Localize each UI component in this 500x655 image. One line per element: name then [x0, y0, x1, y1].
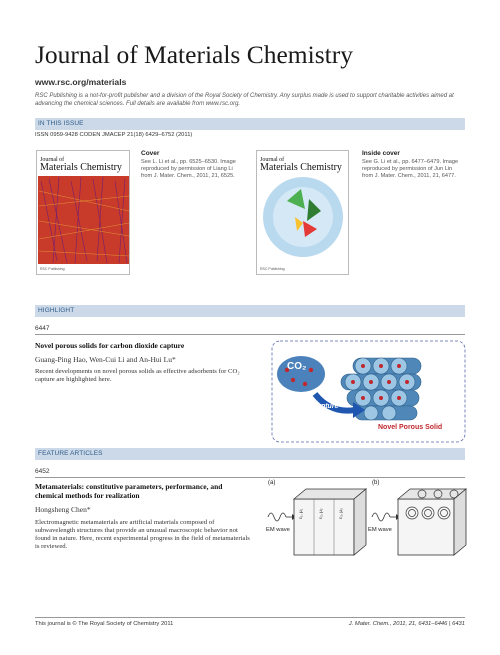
cover-thumbnail[interactable]	[36, 150, 130, 275]
capture-label: Capture	[312, 403, 339, 410]
inside-cover-caption	[362, 150, 464, 180]
highlight-abstract: Recent developments on novel porous solids as effective adsorbents for CO₂ capture are highlighted here.	[35, 368, 240, 383]
em-wave-label-a: EM wave	[266, 527, 290, 533]
highlight-authors: Guang-Ping Hao, Wen-Cui Li and An-Hui Lu*	[35, 355, 176, 364]
param-label-1: ε₁, μ₁	[298, 508, 303, 519]
footer-divider	[35, 617, 465, 618]
feature-articles-heading: FEATURE ARTICLES	[35, 448, 465, 460]
inside-cover-thumb-journal: Journal of	[260, 157, 285, 163]
inside-cover-thumb-title: Materials Chemistry	[260, 162, 342, 173]
feature-authors: Hongsheng Chen*	[35, 505, 91, 514]
journal-title: Journal of Materials Chemistry	[35, 40, 353, 69]
inside-cover-text: See G. Li et al., pp. 6477–6479. Image reproduced by permission of Jun Lin from J. Mater. Chem., 2011, 21, 6477.	[362, 159, 459, 179]
inside-cover-thumbnail[interactable]	[256, 150, 349, 275]
em-wave-label-b: EM wave	[368, 527, 392, 533]
highlight-article-title[interactable]: Novel porous solids for carbon dioxide capture	[35, 341, 185, 350]
cover-thumb-footer: RSC Publishing	[40, 267, 65, 271]
feature-abstract: Electromagnetic metamaterials are artificial materials composed of subwavelength structures that provide an unusual macroscopic behavior not found in nature. Here, recent experimental progress in the field of metamaterials is reviewed.	[35, 519, 250, 550]
highlight-heading: HIGHLIGHT	[35, 305, 465, 317]
cover-thumb-journal: Journal of	[40, 157, 65, 163]
inside-cover-thumb-footer: RSC Publishing	[260, 267, 285, 271]
feature-page-number: 6452	[35, 468, 50, 475]
panel-b-label: (b)	[372, 480, 380, 486]
publisher-disclaimer: RSC Publishing is a not-for-profit publisher and a division of the Royal Society of Chemistry. Any surplus made is used to support charitable activities aimed at advancing the chemical sciences. Full details are available from www.rsc.org.	[35, 93, 454, 107]
cover-thumb-title: Materials Chemistry	[40, 162, 122, 173]
in-this-issue-heading: IN THIS ISSUE	[35, 118, 465, 130]
panel-a-label: (a)	[268, 480, 276, 486]
inside-cover-label: Inside cover	[362, 150, 400, 157]
novel-porous-solid-label: Novel Porous Solid	[378, 424, 443, 431]
journal-url[interactable]: www.rsc.org/materials	[35, 77, 127, 87]
cover-text: See L. Li et al., pp. 6525–6530. Image reproduced by permission of Liang Li from J. Mater. Chem., 2011, 21, 6525.	[141, 159, 236, 179]
feature-divider	[35, 477, 465, 478]
feature-article-title[interactable]: Metamaterials: constitutive parameters, performance, and chemical methods for realization	[35, 482, 223, 500]
param-label-2: ε₂, μ₂	[318, 508, 323, 519]
highlight-page-number: 6447	[35, 325, 50, 332]
co2-label: CO₂	[287, 361, 307, 372]
highlight-divider	[35, 334, 465, 335]
cover-label: Cover	[141, 150, 160, 157]
footer-copyright: This journal is © The Royal Society of Chemistry 2011	[35, 621, 174, 627]
metamaterial-graphic	[262, 483, 467, 563]
param-label-3: ε₃, μ₃	[338, 508, 343, 519]
footer-citation: J. Mater. Chem., 2011, 21, 6431–6446 | 6431	[348, 621, 465, 627]
cover-caption	[141, 150, 241, 180]
issn-line: ISSN 0959-9428 CODEN JMACEP 21(18) 6429–6752 (2011)	[35, 132, 193, 138]
